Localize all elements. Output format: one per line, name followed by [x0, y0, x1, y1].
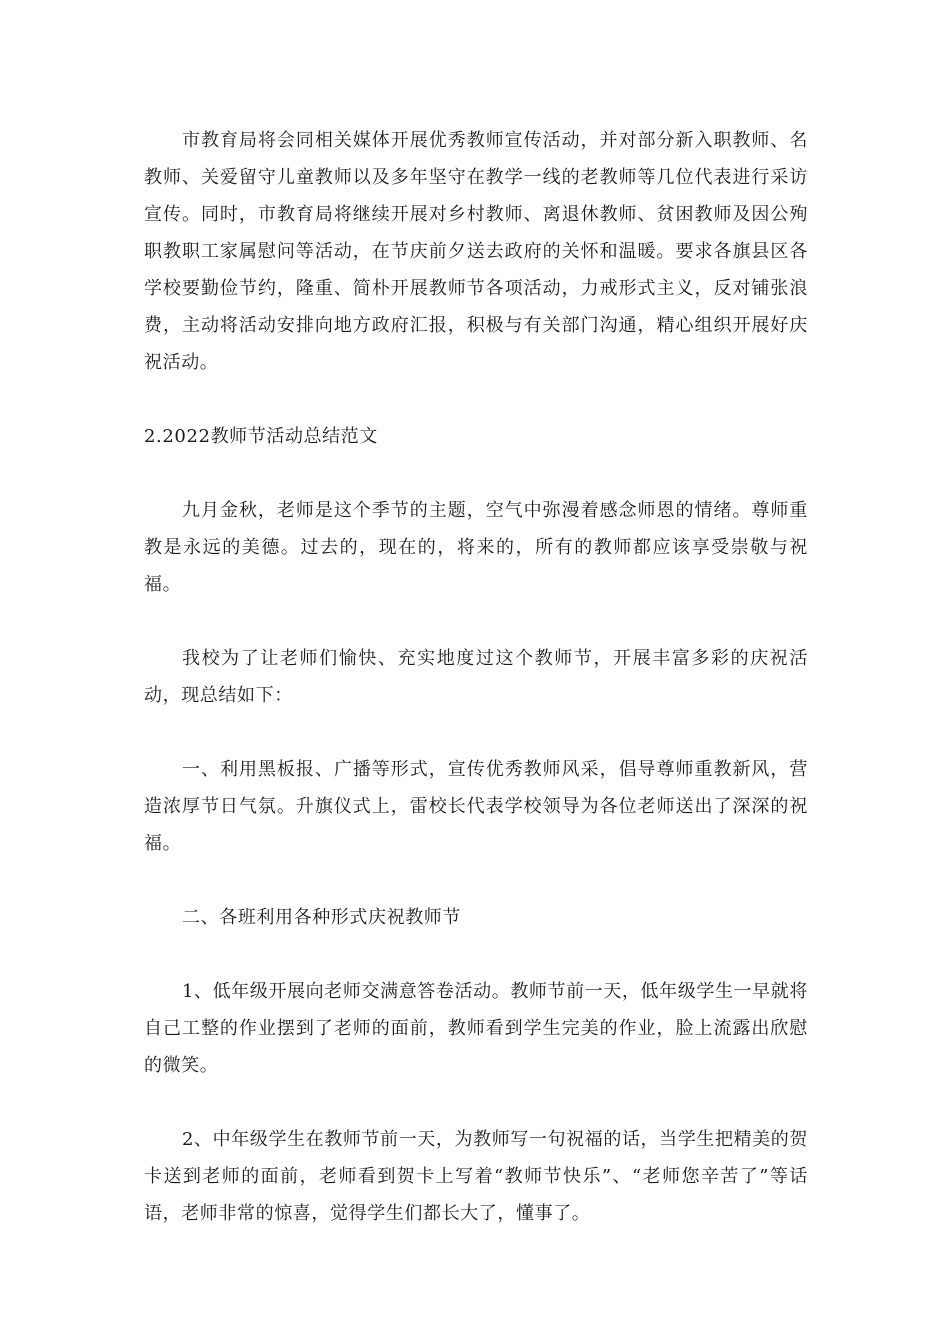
- paragraph-item-two: 二、各班利用各种形式庆祝教师节: [182, 907, 461, 928]
- paragraph-summary-intro: 我校为了让老师们愉快、充实地度过这个教师节，开展丰富多彩的庆祝活动，现总结如下：: [144, 648, 808, 706]
- document-body: [144, 122, 808, 1269]
- paragraph-education-bureau: 市教育局将会同相关媒体开展优秀教师宣传活动，并对部分新入职教师、名教师、关爱留守儿童教师以及多年坚守在教学一线的老教师等几位代表进行采访宣传。同时，市教育局将继续开展对乡村教师、离退休教师、贫困教师及因公殉职教职工家属慰问等活动，在节庆前夕送去政府的关怀和温暖。要求各旗县区各学校要勤俭节约，隆重、简朴开展教师节各项活动，力戒形式主义，反对铺张浪费，主动将活动安排向地方政府汇报，积极与有关部门沟通，精心组织开展好庆祝活动。: [144, 130, 808, 373]
- paragraph-sub-item-2: 2、中年级学生在教师节前一天，为教师写一句祝福的话，当学生把精美的贺卡送到老师的面前，老师看到贺卡上写着“教师节快乐”、“老师您辛苦了”等话语，老师非常的惊喜，觉得学生们都长大了，懂事了。: [144, 1129, 808, 1224]
- section-heading: 2.2022教师节活动总结范文: [144, 426, 378, 447]
- paragraph-autumn: 九月金秋，老师是这个季节的主题，空气中弥漫着感念师恩的情绪。尊师重教是永远的美德。过去的，现在的，将来的，所有的教师都应该享受崇敬与祝福。: [144, 500, 808, 595]
- paragraph-item-one: 一、利用黑板报、广播等形式，宣传优秀教师风采，倡导尊师重教新风，营造浓厚节日气氛。升旗仪式上，雷校长代表学校领导为各位老师送出了深深的祝福。: [144, 759, 808, 854]
- paragraph-sub-item-1: 1、低年级开展向老师交满意答卷活动。教师节前一天，低年级学生一早就将自己工整的作业摆到了老师的面前，教师看到学生完美的作业，脸上流露出欣慰的微笑。: [144, 981, 808, 1076]
